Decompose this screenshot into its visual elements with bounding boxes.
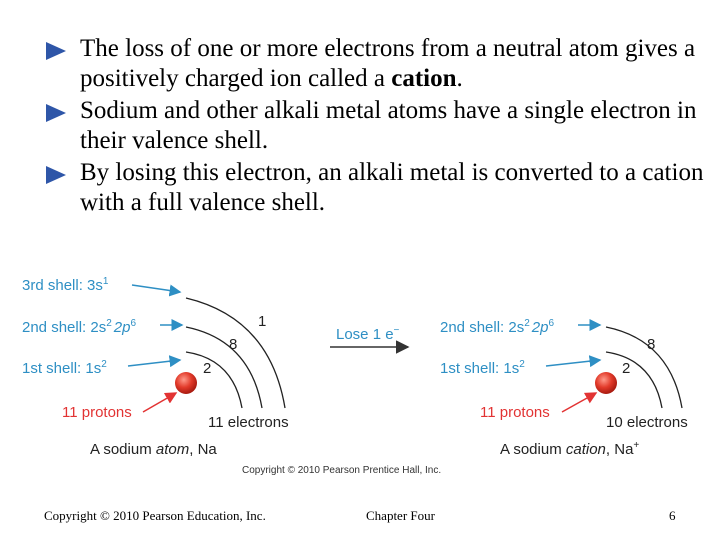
sodium-ionization-figure [0,262,720,482]
cation-shell1-label: 1st shell: $1s^2$ [440,359,525,377]
cation-inner-electron-count: 2 [622,360,631,377]
atom-shell1-arrow [128,360,180,366]
cation-caption: A sodium cation, Na+ [500,440,640,458]
atom-shell3-label: 3rd shell: $3s^1$ [22,276,109,294]
cation-shell2-label: 2nd shell: $2s^2$ $2p^6$ [440,318,555,336]
page-number: 6 [669,508,676,523]
bullet-list [46,34,706,220]
atom-caption: A sodium atom, Na [90,441,217,458]
atom-shell2-label: 2nd shell: $2s^2$ $2p^6$ [22,318,137,336]
atom-shell3-arrow [132,285,180,292]
atom-shell1-label: 1st shell: $1s^2$ [22,359,107,377]
bullet-arrow-icon [46,42,66,60]
atom-shell-2-arc [186,327,262,408]
cation-shell-2-arc [606,327,682,408]
atom-mid-electron-count: 8 [229,336,238,353]
footer-chapter: Chapter Four [366,508,435,523]
lose-electron-reaction [330,325,408,347]
bullet-1 [46,34,706,94]
bullet-3-text: By losing this electron, an alkali metal is converted to a cation with a full valence shell. [80,159,704,216]
atom-protons-arrow [143,393,176,412]
cation-mid-electron-count: 8 [647,336,656,353]
bullet-1-text: The loss of one or more electrons from a neutral atom gives a positively charged ion called a [80,35,696,92]
bullet-arrow-icon [46,104,66,122]
atom-outer-electron-count: 1 [258,313,267,330]
cation-electrons-label: 10 electrons [606,414,688,431]
atom-protons-label: 11 protons [62,404,132,421]
bullet-2-text: Sodium and other alkali metal atoms have a single electron in their valence shell. [80,97,697,154]
bullet-arrow-icon [46,166,66,184]
lose-electron-label: Lose 1 e− [336,325,400,343]
sodium-atom-diagram [22,276,289,458]
cation-shell1-arrow [546,360,600,366]
cation-protons-label: 11 protons [480,404,550,421]
nucleus [175,372,197,394]
bullet-3 [46,158,706,218]
atom-inner-electron-count: 2 [203,360,212,377]
sodium-cation-diagram [440,318,688,458]
bullet-1-bold-term: cation [391,65,457,92]
cation-protons-arrow [562,393,596,412]
footer-copyright: Copyright © 2010 Pearson Education, Inc. [44,508,266,523]
bullet-1-end: . [456,65,463,92]
bullet-2 [46,96,706,156]
cation-nucleus [595,372,617,394]
figure-copyright: Copyright © 2010 Pearson Prentice Hall, Inc. [242,465,442,476]
atom-electrons-label: 11 electrons [208,414,289,431]
